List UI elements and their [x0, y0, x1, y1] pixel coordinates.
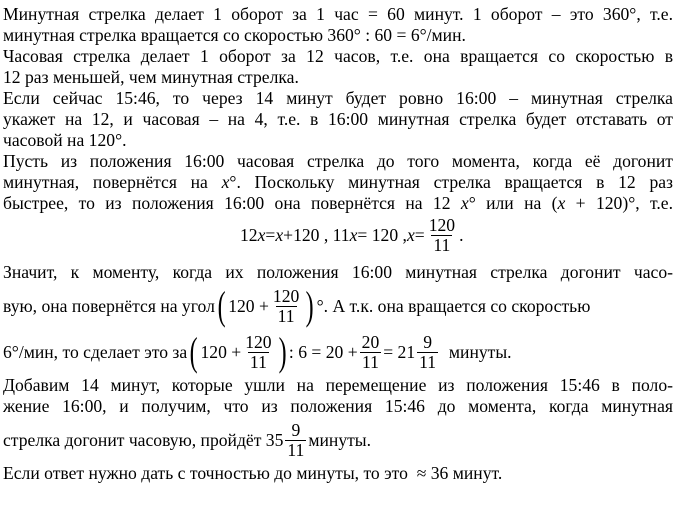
- denominator: 11: [277, 305, 295, 326]
- numerator: 9: [423, 331, 433, 352]
- left-paren: (: [217, 283, 226, 328]
- text-line: [3, 172, 673, 193]
- text-fragment: стрелка догонит часовую, пройдёт 35: [3, 429, 284, 450]
- variable-x: x: [460, 193, 469, 213]
- text-line: минутная стрелка вращается со скоростью 360° : 60 = 6°/мин.: [3, 25, 466, 45]
- text-line: Пусть из положения 16:00 часовая стрелка до того момента, когда её догонит: [3, 151, 673, 171]
- solution-document: [3, 4, 673, 484]
- paragraph-answer: [3, 463, 673, 484]
- text-fragment: °. А т.к. она вращается со скоростью: [316, 295, 591, 316]
- eq-text: = 120 ,: [357, 225, 407, 245]
- numerator: 20: [361, 331, 380, 352]
- denominator: 11: [249, 351, 267, 372]
- left-paren: (: [189, 329, 198, 374]
- denominator: 11: [287, 439, 305, 460]
- fraction: [271, 287, 301, 326]
- variable-x: x: [349, 225, 358, 245]
- variable-x: x: [557, 193, 566, 213]
- eq-text: = 21: [383, 341, 416, 362]
- denominator: 11: [419, 351, 437, 372]
- eq-text: .: [459, 225, 464, 245]
- denominator: 11: [361, 351, 379, 372]
- right-paren: ): [305, 283, 314, 328]
- text-fragment: + 120)°, т.е.: [565, 193, 673, 213]
- eq-text: : 6 = 20 +: [288, 341, 358, 362]
- numerator: 120: [428, 215, 456, 235]
- text-line: часовой на 120°.: [3, 130, 127, 150]
- denominator: 11: [433, 235, 451, 255]
- fraction: [243, 333, 273, 372]
- text-line: 12 раз меньшей, чем минутная стрелка.: [3, 67, 299, 87]
- fraction: [360, 333, 382, 372]
- paragraph-hour-hand: [3, 46, 673, 88]
- text-fragment: минутная, повернётся на: [3, 172, 222, 192]
- paragraph-add-14: [3, 375, 673, 463]
- text-fragment: вую, она повернётся на угол: [3, 295, 215, 316]
- text-line: [3, 193, 673, 214]
- text-line: жение 16:00, и получим, что из положения 15:46 до момента, когда минутная: [3, 396, 673, 416]
- text-fragment: °. Поскольку минутная стрелка вращается в 12 раз: [229, 172, 674, 192]
- equation-line: [3, 214, 673, 262]
- text-line: Если ответ нужно дать с точностью до минуты, то это ≈ 36 минут.: [3, 463, 503, 483]
- numerator: 9: [291, 419, 301, 440]
- fraction: [427, 216, 457, 255]
- text-line: укажет на 12, и часовая – на 4, т.е. в 16:00 минутная стрелка будет отставать от: [3, 109, 673, 129]
- paragraph-minute-hand: [3, 4, 673, 46]
- text-fragment: быстрее, то из положения 16:00 она повернётся на 12: [3, 193, 461, 213]
- fraction: [285, 421, 306, 460]
- numerator: 120: [272, 285, 300, 306]
- paragraph-let-x: [3, 151, 673, 214]
- text-line: Часовая стрелка делает 1 оборот за 12 часов, т.е. она вращается со скоростью в: [3, 46, 673, 66]
- text-fragment: минуты.: [440, 341, 512, 362]
- text-line: Добавим 14 минут, которые ушли на перемещение из положения 15:46 в поло-: [3, 375, 673, 395]
- text-fragment: минуты.: [308, 429, 372, 450]
- paragraph-current-time: [3, 88, 673, 151]
- right-paren: ): [278, 329, 287, 374]
- text-fragment: ° или на (: [468, 193, 558, 213]
- paragraph-angle: [3, 262, 673, 375]
- eq-text: =: [265, 225, 276, 245]
- text-line: Минутная стрелка делает 1 оборот за 1 час = 60 минут. 1 оборот – это 360°, т.е.: [3, 4, 673, 24]
- variable-x: x: [275, 225, 284, 245]
- eq-text: +120 , 11: [283, 225, 350, 245]
- text-line: Если сейчас 15:46, то через 14 минут будет ровно 16:00 – минутная стрелка: [3, 88, 673, 108]
- variable-x: x: [221, 172, 230, 192]
- text-line: Значит, к моменту, когда их положения 16:00 минутная стрелка догонит часо-: [3, 262, 673, 282]
- math-text-line: [3, 283, 673, 329]
- eq-text: 120 +: [200, 341, 242, 362]
- text-fragment: 6°/мин, то сделает это за: [3, 341, 188, 362]
- math-text-line: [3, 417, 673, 463]
- numerator: 120: [245, 331, 272, 352]
- eq-text: 120 +: [228, 295, 269, 316]
- equation: [240, 216, 463, 255]
- eq-text: =: [414, 225, 425, 245]
- math-text-line: [3, 329, 673, 375]
- fraction: [417, 333, 438, 372]
- variable-x: x: [257, 225, 266, 245]
- eq-text: 12: [240, 225, 258, 245]
- variable-x: x: [406, 225, 415, 245]
